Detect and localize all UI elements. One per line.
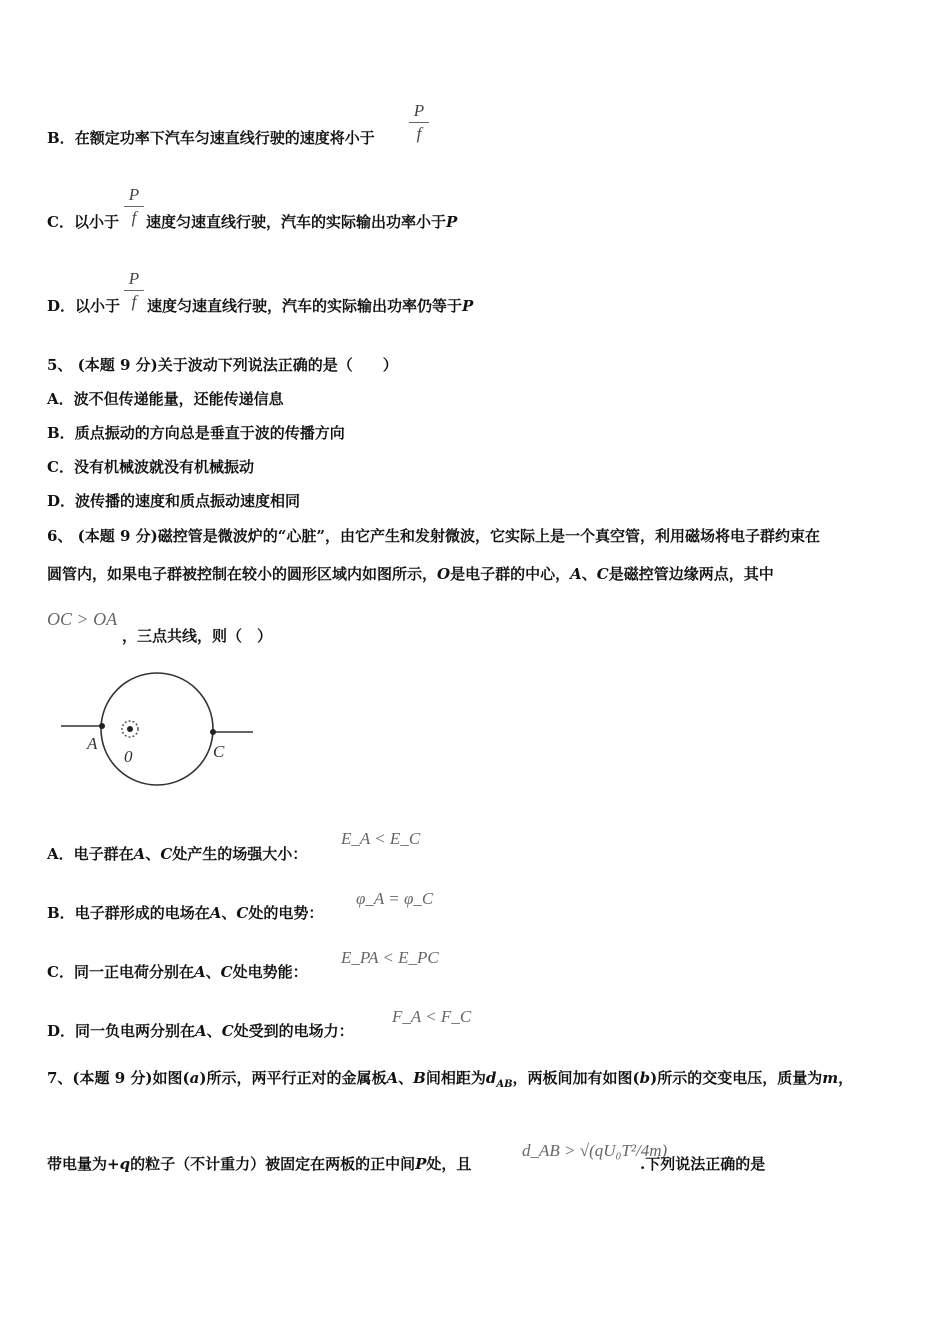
var-b: b	[639, 1069, 651, 1087]
var-a: A	[133, 845, 146, 863]
subscript-ab: AB	[496, 1079, 513, 1090]
text: 、	[581, 565, 597, 583]
math-oc-gt-oa: OC > OA	[47, 609, 118, 629]
label-o: 0	[124, 747, 133, 766]
var-o: O	[437, 565, 451, 583]
option-text-pre: 以小于	[73, 213, 119, 231]
text: 处电势能：	[232, 963, 308, 981]
var-a: A	[209, 904, 222, 922]
option-label: D．	[47, 297, 76, 315]
math-phia-eq-phic: φ_A = φ_C	[356, 889, 434, 908]
var-q: +q	[107, 1155, 131, 1173]
var-p: P	[462, 297, 474, 315]
option-text: 波传播的速度和质点振动速度相同	[75, 492, 301, 510]
option-label: B．	[47, 904, 75, 922]
text: )所示的交变电压，质量为	[650, 1069, 823, 1087]
math-epa-lt-epc: E_PA < E_PC	[341, 948, 439, 967]
q7-stem-line1	[47, 1067, 853, 1090]
option-label: C．	[47, 213, 74, 231]
text: 处产生的场强大小：	[172, 845, 308, 863]
point-c	[210, 729, 216, 735]
text: 带电量为	[47, 1155, 108, 1173]
q5-stem: 5、 (本题 9 分)关于波动下列说法正确的是（ ）	[47, 356, 398, 374]
fraction-numerator: P	[124, 268, 144, 291]
option-text: 质点振动的方向总是垂直于波的传播方向	[74, 424, 345, 442]
option-label: A．	[47, 390, 74, 408]
q4-option-d	[47, 295, 473, 316]
option-label: D．	[47, 492, 76, 510]
option-label: B．	[47, 129, 75, 147]
option-label: D．	[47, 1022, 76, 1040]
q7-stem-line2-end: .下列说法正确的是	[640, 1155, 766, 1173]
q5-option-b	[47, 422, 345, 443]
text: 间相距为	[425, 1069, 486, 1087]
var-c: C	[160, 845, 173, 863]
q7-stem-line2	[47, 1153, 471, 1174]
text: 7、(本题 9 分)如图(	[47, 1069, 190, 1087]
var-a: A	[195, 1022, 207, 1040]
text: 的粒子（不计重力）被固定在两板的正中间	[130, 1155, 416, 1173]
option-text: 在额定功率下汽车匀速直线行驶的速度将小于	[74, 129, 375, 147]
magnetron-figure	[55, 665, 265, 795]
var-c: C	[221, 1022, 234, 1040]
electron-cloud-core	[127, 726, 133, 732]
var-d: d	[485, 1069, 497, 1087]
text: 处的电势：	[248, 904, 324, 922]
text: 、	[205, 963, 221, 981]
var-b: B	[413, 1069, 426, 1087]
q6-option-b	[47, 902, 323, 923]
var-a: a	[189, 1069, 200, 1087]
tube-circle	[101, 673, 213, 785]
text: 圆管内，如果电子群被控制在较小的圆形区域内如图所示，	[47, 565, 438, 583]
point-a	[99, 723, 105, 729]
text: 、	[398, 1069, 414, 1087]
q6-stem-line3: ，三点共线，则（ ）	[122, 627, 273, 645]
q6-option-d	[47, 1020, 354, 1041]
option-label: A．	[47, 845, 74, 863]
var-c: C	[236, 904, 249, 922]
text: )所示，两平行正对的金属板	[199, 1069, 387, 1087]
var-c: C	[220, 963, 233, 981]
q6-stem-line1: 6、 (本题 9 分)磁控管是微波炉的“心脏”，由它产生和发射微波，它实际上是一个真空管，利用磁场将电子群约束在	[47, 527, 820, 545]
fraction-numerator: P	[124, 184, 144, 207]
var-a: A	[570, 565, 582, 583]
q4-option-c	[47, 211, 457, 232]
fraction-p-over-f	[124, 268, 144, 313]
fraction-denominator: f	[416, 124, 422, 143]
var-p: P	[415, 1155, 427, 1173]
math-fa-lt-fc: F_A < F_C	[392, 1007, 472, 1026]
option-label: C．	[47, 458, 74, 476]
fraction-p-over-f	[409, 100, 429, 145]
fraction-numerator: P	[409, 100, 429, 123]
text: 电子群形成的电场在	[74, 904, 210, 922]
option-text-post: 速度匀速直线行驶，汽车的实际输出功率仍等于	[147, 297, 463, 315]
math-ea-lt-ec: E_A < E_C	[341, 829, 421, 848]
var-c: C	[596, 565, 609, 583]
text: 处，且	[426, 1155, 472, 1173]
text: ，两板间加有如图(	[512, 1069, 640, 1087]
q6-stem-line2	[47, 563, 774, 584]
option-text: 波不但传递能量，还能传递信息	[73, 390, 284, 408]
fraction-denominator: f	[131, 292, 137, 311]
text: ，	[838, 1069, 854, 1087]
option-label: C．	[47, 963, 74, 981]
q4-option-b	[47, 127, 375, 148]
option-text-post: 速度匀速直线行驶，汽车的实际输出功率小于	[145, 213, 446, 231]
text: 、	[206, 1022, 222, 1040]
option-label: B．	[47, 424, 75, 442]
var-m: m	[822, 1069, 839, 1087]
text: 同一正电荷分别在	[73, 963, 194, 981]
var-a: A	[386, 1069, 399, 1087]
fraction-p-over-f	[124, 184, 144, 229]
q5-option-d	[47, 490, 300, 511]
text: 同一负电两分别在	[75, 1022, 196, 1040]
text: 是电子群的中心，	[450, 565, 571, 583]
option-text: 没有机械波就没有机械振动	[73, 458, 254, 476]
q6-option-a	[47, 843, 307, 864]
label-a: A	[87, 734, 98, 753]
var-a: A	[193, 963, 206, 981]
label-c: C	[213, 742, 225, 761]
text: 、	[221, 904, 237, 922]
option-text-pre: 以小于	[75, 297, 121, 315]
math-dab-gt-sqrt: d_AB > √(qU₀T²/4m)	[522, 1141, 668, 1160]
text: 是磁控管边缘两点，其中	[608, 565, 774, 583]
q5-option-a	[47, 388, 284, 409]
fraction-denominator: f	[131, 208, 137, 227]
text: 处受到的电场力：	[233, 1022, 354, 1040]
text: 电子群在	[73, 845, 134, 863]
q5-option-c	[47, 456, 254, 477]
var-p: P	[445, 213, 458, 231]
text: 、	[145, 845, 161, 863]
q6-option-c	[47, 961, 308, 982]
